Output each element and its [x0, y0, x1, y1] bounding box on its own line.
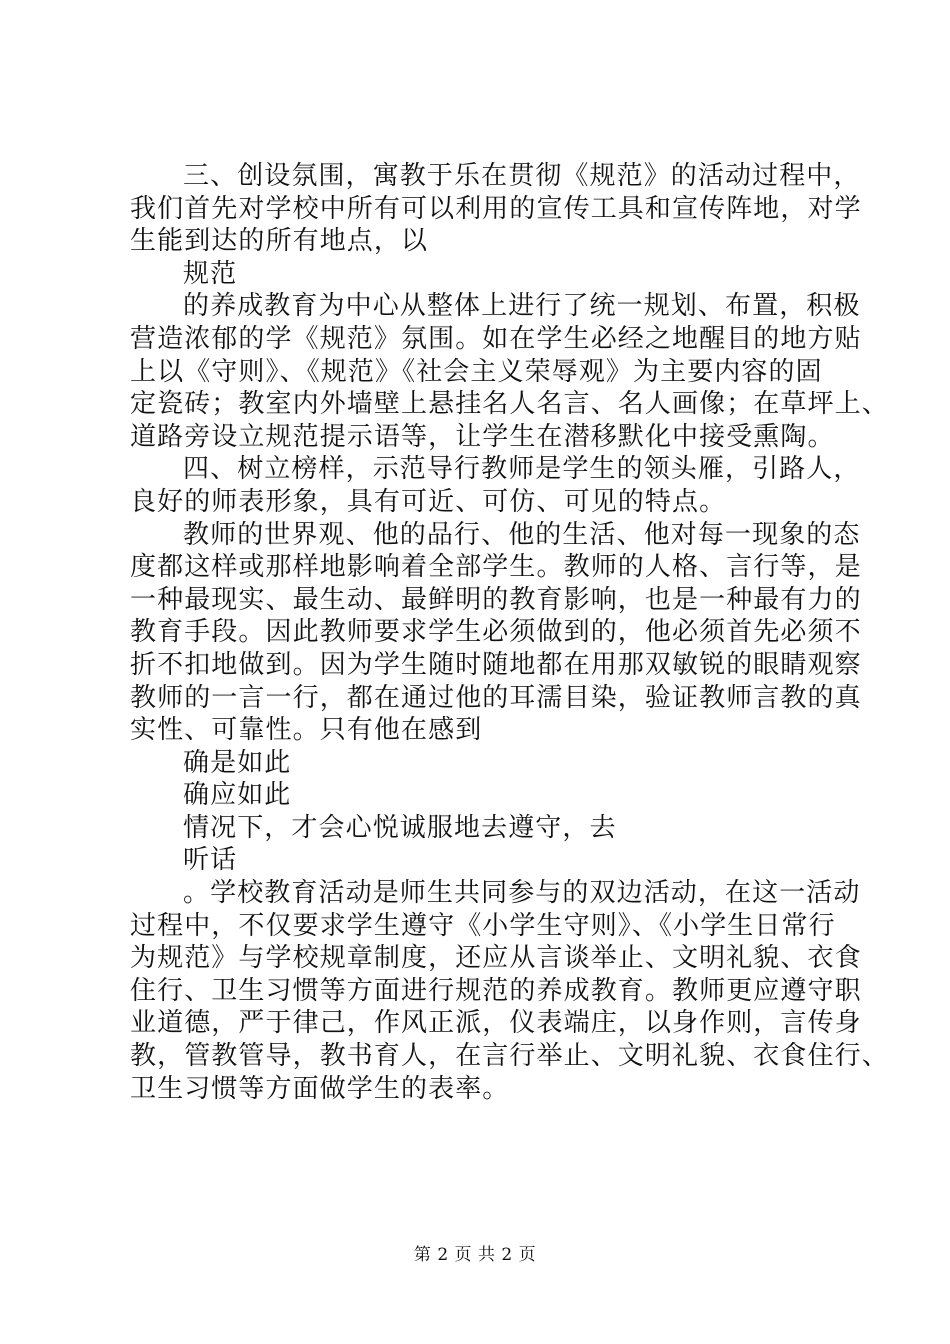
- text-line: 为规范》与学校规章制度，还应从言谈举止、文明礼貌、衣食: [130, 943, 862, 974]
- text-line: 住行、卫生习惯等方面进行规范的养成教育。教师更应遵守职: [130, 975, 862, 1006]
- text-line: 卫生习惯等方面做学生的表率。: [130, 1073, 510, 1104]
- text-line: 定瓷砖；教室内外墙壁上悬挂名人名言、名人画像；在草坪上、: [130, 389, 889, 420]
- text-line: 道路旁设立规范提示语等，让学生在潜移默化中接受熏陶。: [130, 421, 835, 452]
- text-line: 确是如此: [183, 747, 292, 778]
- text-line: 教师的世界观、他的品行、他的生活、他对每一现象的态: [183, 519, 861, 550]
- text-line: 。学校教育活动是师生共同参与的双边活动，在这一活动: [183, 878, 861, 909]
- text-line: 实性、可靠性。只有他在感到: [130, 715, 483, 746]
- text-line: 一种最现实、最生动、最鲜明的教育影响，也是一种最有力的: [130, 584, 862, 615]
- text-line: 生能到达的所有地点，以: [130, 226, 429, 257]
- text-line: 确应如此: [183, 780, 292, 811]
- text-line: 的养成教育为中心从整体上进行了统一规划、布置，积极: [183, 291, 861, 322]
- text-line: 营造浓郁的学《规范》氛围。如在学生必经之地醒目的地方贴: [130, 323, 862, 354]
- text-line: 三、创设氛围，寓教于乐在贯彻《规范》的活动过程中，: [183, 161, 861, 191]
- text-line: 我们首先对学校中所有可以利用的宣传工具和宣传阵地，对学: [130, 193, 862, 224]
- text-line: 过程中，不仅要求学生遵守《小学生守则》、《小学生日常行: [130, 910, 836, 941]
- text-line: 上以《守则》、《规范》《社会主义荣辱观》为主要内容的固: [130, 356, 823, 387]
- text-line: 业道德，严于律己，作风正派，仪表端庄，以身作则，言传身: [130, 1008, 862, 1039]
- page-footer: 第 2 页 共 2 页: [413, 1245, 537, 1265]
- text-line: 折不扣地做到。因为学生随时随地都在用那双敏锐的眼睛观察: [130, 649, 862, 680]
- document-body: [130, 160, 889, 1105]
- text-line: 教育手段。因此教师要求学生必须做到的，他必须首先必须不: [130, 617, 862, 648]
- text-line: 情况下，才会心悦诚服地去遵守，去: [183, 812, 617, 843]
- text-line: 教，管教管导，教书育人，在言行举止、文明礼貌、衣食住行、: [130, 1041, 889, 1072]
- text-line: 四、树立榜样，示范导行教师是学生的领头雁，引路人，: [183, 454, 861, 485]
- text-line: 度都这样或那样地影响着全部学生。教师的人格、言行等，是: [130, 552, 862, 583]
- text-line: 良好的师表形象，具有可近、可仿、可见的特点。: [130, 486, 727, 517]
- text-line: 教师的一言一行，都在通过他的耳濡目染，验证教师言教的真: [130, 682, 862, 713]
- text-line: 听话: [183, 845, 238, 876]
- text-line: 规范: [183, 258, 238, 289]
